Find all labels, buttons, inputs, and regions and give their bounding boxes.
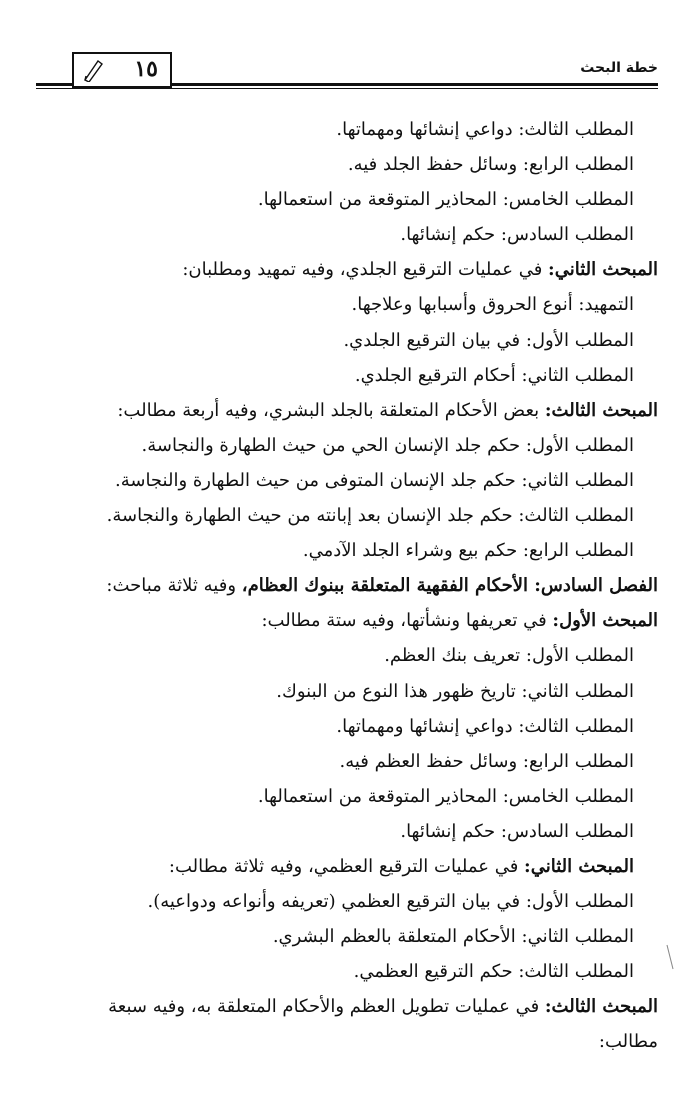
section-heading: المبحث الثالث: في عمليات تطويل العظم والأحكام المتعلقة به، وفيه سبعة [108, 996, 658, 1018]
section-heading: المبحث الأول: في تعريفها ونشأتها، وفيه ستة مطالب: [261, 610, 658, 632]
list-item: المطلب الخامس: المحاذير المتوقعة من استعمالها. [257, 785, 634, 807]
list-item: المطلب الرابع: وسائل حفظ الجلد فيه. [347, 154, 634, 176]
list-item: التمهيد: أنوع الحروق وأسبابها وعلاجها. [351, 294, 634, 316]
chapter-heading: الفصل السادس: الأحكام الفقهية المتعلقة ببنوك العظام، وفيه ثلاثة مباحث: [106, 575, 658, 597]
section-heading: المبحث الثالث: بعض الأحكام المتعلقة بالجلد البشري، وفيه أربعة مطالب: [117, 399, 658, 421]
list-item: المطلب الثالث: حكم جلد الإنسان بعد إبانته من حيث الطهارة والنجاسة. [106, 505, 634, 527]
section-heading: المبحث الثاني: في عمليات الترقيع العظمي، وفيه ثلاثة مطالب: [168, 855, 634, 877]
list-item: المطلب الأول: حكم جلد الإنسان الحي من حيث الطهارة والنجاسة. [141, 434, 634, 456]
list-item: المطلب الثاني: أحكام الترقيع الجلدي. [354, 364, 634, 386]
page-number-box [72, 52, 172, 88]
list-item: المطلب السادس: حكم إنشائها. [400, 224, 634, 246]
header-rule-thin [36, 88, 658, 89]
list-item: المطلب الأول: في بيان الترقيع العظمي (تعريفه وأنواعه ودواعيه). [147, 891, 634, 913]
list-item: المطلب الثالث: دواعي إنشائها ومهماتها. [336, 715, 634, 737]
pen-icon [82, 58, 104, 82]
list-item: المطلب الثالث: دواعي إنشائها ومهماتها. [336, 119, 634, 140]
list-item: المطلب الخامس: المحاذير المتوقعة من استعمالها. [257, 189, 634, 211]
list-item: المطلب الرابع: حكم بيع وشراء الجلد الآدمي. [302, 540, 634, 562]
list-item: المطلب الأول: في بيان الترقيع الجلدي. [343, 329, 634, 351]
plan-content [30, 112, 658, 1064]
section-heading: المبحث الثاني: في عمليات الترقيع الجلدي، وفيه تمهيد ومطلبان: [182, 259, 658, 281]
page-number: ١٥ [134, 56, 158, 82]
list-item: المطلب الثاني: الأحكام المتعلقة بالعظم البشري. [272, 926, 634, 948]
list-item: المطلب الثالث: حكم الترقيع العظمي. [353, 961, 634, 983]
list-item: مطالب: [598, 1031, 658, 1053]
list-item: المطلب الأول: تعريف بنك العظم. [384, 645, 634, 667]
margin-stroke [666, 944, 674, 970]
running-header-title: خطة البحث [580, 60, 658, 76]
page-header [36, 52, 658, 92]
list-item: المطلب السادس: حكم إنشائها. [400, 820, 634, 842]
list-item: المطلب الثاني: حكم جلد الإنسان المتوفى من حيث الطهارة والنجاسة. [114, 469, 634, 491]
list-item: المطلب الرابع: وسائل حفظ العظم فيه. [339, 750, 634, 772]
list-item: المطلب الثاني: تاريخ ظهور هذا النوع من البنوك. [276, 680, 634, 702]
